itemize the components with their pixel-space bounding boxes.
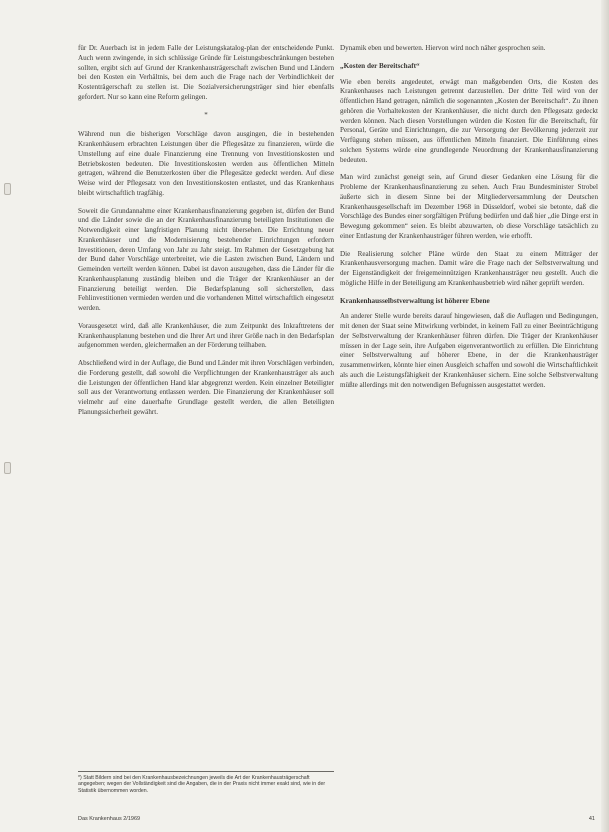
section-heading: Krankenhausselbstverwaltung ist höherer Ebene [340,296,490,305]
journal-name: Das Krankenhaus 2/1969 [78,816,141,822]
right-column [340,44,598,398]
paragraph: An anderer Stelle wurde bereits darauf hingewiesen, daß die Auflagen und Bedingungen, mit denen der Staat seine Mitwirkung verbindet, in keinem Fall zu einer Beeinträchtigung der Selbstverwaltung der Krankenhäuser führen dürfen. Die Träger der Krankenhäuser müssen in der Lage sein, ihre Aufgaben eigenverantwortlich zu erfüllen. Die Einrichtung einer Selbstverwaltung auf höherer Ebene, in der die Krankenhausträger zusammenwirken, könnte hier einen Ausgleich schaffen und sowohl die Wirtschaftlichkeit als auch die Leistungsfähigkeit der Krankenhäuser sichern. Eine solche Selbstverwaltung müßte allerdings mit den notwendigen Befugnissen ausgestattet werden. [340,312,598,389]
punch-hole [4,462,11,474]
page-edge-shadow [601,0,609,832]
paragraph: für Dr. Auerbach ist in jedem Falle der Leistungskatalog-plan der entscheidende Punkt. Auch wenn zwingende, in sich schlüssige Gründe für Leistungsbeschränkungen bestehen sollten, ergibt sich auf Grund der Krankenhausträgerschaft zwischen Bund und Ländern bei den Kosten ein Verhältnis, bei dem auch die Frage nach der Verbindlichkeit der Kostenträgerschaft zu stellen ist. Die Sozialversicherungsträger sind hier ebenfalls gefordert. Nur so kann eine Reform gelingen. [78,44,334,101]
paragraph: Dynamik eben und bewerten. Hiervon wird noch näher gesprochen sein. [340,44,546,52]
section-separator: * [204,110,208,119]
footnote: *) Statt Bildern sind bei den Krankenhausbezeichnungen jeweils die Art der Krankenhausträgerschaft angegeben; wegen der Vollständigkeit sind die Angaben, die in der Praxis nicht immer exakt sind, wie in der Statistik übernommen worden. [78,771,334,794]
paragraph: Während nun die bisherigen Vorschläge davon ausgingen, die in bestehenden Krankenhäusern erbrachten Leistungen über die Pflegesätze zu finanzieren, würde die Umstellung auf eine duale Finanzierung eine Trennung von Investitionskosten und Betriebskosten bedeuten. Die Investitionskosten werden aus öffentlichen Mitteln getragen, während die Benutzerkosten über die Pflegesätze gedeckt werden. Auf diese Weise wird der Pflegesatz von den Investitionskosten entlastet, und das Krankenhaus bleibt wirtschaftlich tragfähig. [78,130,334,197]
paragraph: Abschließend wird in der Auflage, die Bund und Länder mit ihren Vorschlägen verbinden, die Forderung gestellt, daß sowohl die Verpflichtungen der Krankenhausträger als auch die Leistungen der öffentlichen Hand klar abgegrenzt werden. Kein einzelner Beteiligter soll aus der Verantwortung entlassen werden. Die Finanzierung der Krankenhäuser soll vielmehr auf eine dauerhafte Grundlage gestellt werden, die allen Beteiligten Planungssicherheit gewährt. [78,359,334,416]
left-column [78,44,334,426]
section-heading: „Kosten der Bereitschaft“ [340,61,420,70]
page-number: 41 [588,816,595,822]
paragraph: Soweit die Grundannahme einer Krankenhausfinanzierung gegeben ist, dürfen der Bund und die Länder sowie die an der Krankenhausfinanzierung beteiligten Institutionen die Notwendigkeit einer langfristigen Planung nicht übersehen. Die Errichtung neuer Krankenhäuser und die Modernisierung bestehender Einrichtungen erfordern Investitionen, deren Umfang von Jahr zu Jahr steigt. Im Rahmen der Gesetzgebung hat der Bund daher Vorschläge unterbreitet, wie die Lasten zwischen Bund, Ländern und Gemeinden verteilt werden können. Dabei ist davon auszugehen, dass die Länder für die Krankenhausplanung zuständig bleiben und die Träger der Krankenhäuser an der Finanzierung beteiligt werden. Die Bedarfsplanung soll sicherstellen, dass Fehlinvestitionen vermieden werden und die vorhandenen Mittel wirtschaftlich eingesetzt werden. [78,206,334,312]
paragraph: Vorausgesetzt wird, daß alle Krankenhäuser, die zum Zeitpunkt des Inkrafttretens der Krankenhausplanung bestehen und die Ihrer Art und ihrer Größe nach in den Bedarfsplan aufgenommen werden, gleichermaßen an der Förderung teilhaben. [78,321,334,350]
paragraph: Die Realisierung solcher Pläne würde den Staat zu einem Mitträger der Krankenhausversorgung machen. Damit wäre die Frage nach der Selbstverwaltung und der Eigenständigkeit der freigemeinnützigen Krankenhausträger neu gestellt. Auch die mögliche Hilfe in der Beteiligung am Krankenhausbetrieb wird näher geprüft werden. [340,249,598,287]
paragraph: Wie eben bereits angedeutet, erwägt man maßgebenden Orts, die Kosten des Krankenhauses nach Leistungen getrennt darzustellen. Der dritte Teil wird von der öffentlichen Hand getragen, nämlich die sogenannten „Kosten der Bereitschaft“. Zu ihnen gehören die Vorhaltekosten der Krankenhäuser, die nicht durch den Pflegesatz gedeckt werden können. Nach diesen Vorstellungen würden die Kosten für die Bereitschaft, für Personal, Geräte und Einrichtungen, die zur Versorgung der Bevölkerung jederzeit zur Verfügung stehen müssen, aus öffentlichen Mitteln finanziert. Die Einführung eines solchen Systems würde eine grundlegende Neuordnung der Krankenhausfinanzierung bedeuten. [340,77,598,164]
paragraph: Man wird zunächst geneigt sein, auf Grund dieser Gedanken eine Lösung für die Probleme der Krankenhausfinanzierung zu sehen. Auch Frau Bundesminister Strobel äußerte sich in diesem Sinne bei der Mitgliederversammlung der Deutschen Krankenhausgesellschaft im Dezember 1968 in Düsseldorf, wobei sie betonte, daß die Vorschläge des Bundes einer sorgfältigen Prüfung bedürfen und daß hier „die Dinge erst in Bewegung gekommen“ seien. Es bleibt abzuwarten, ob diese Vorschläge tatsächlich zu einer Entlastung der Krankenhausträger führen werden, wie erhofft. [340,173,598,240]
punch-hole [4,183,11,195]
